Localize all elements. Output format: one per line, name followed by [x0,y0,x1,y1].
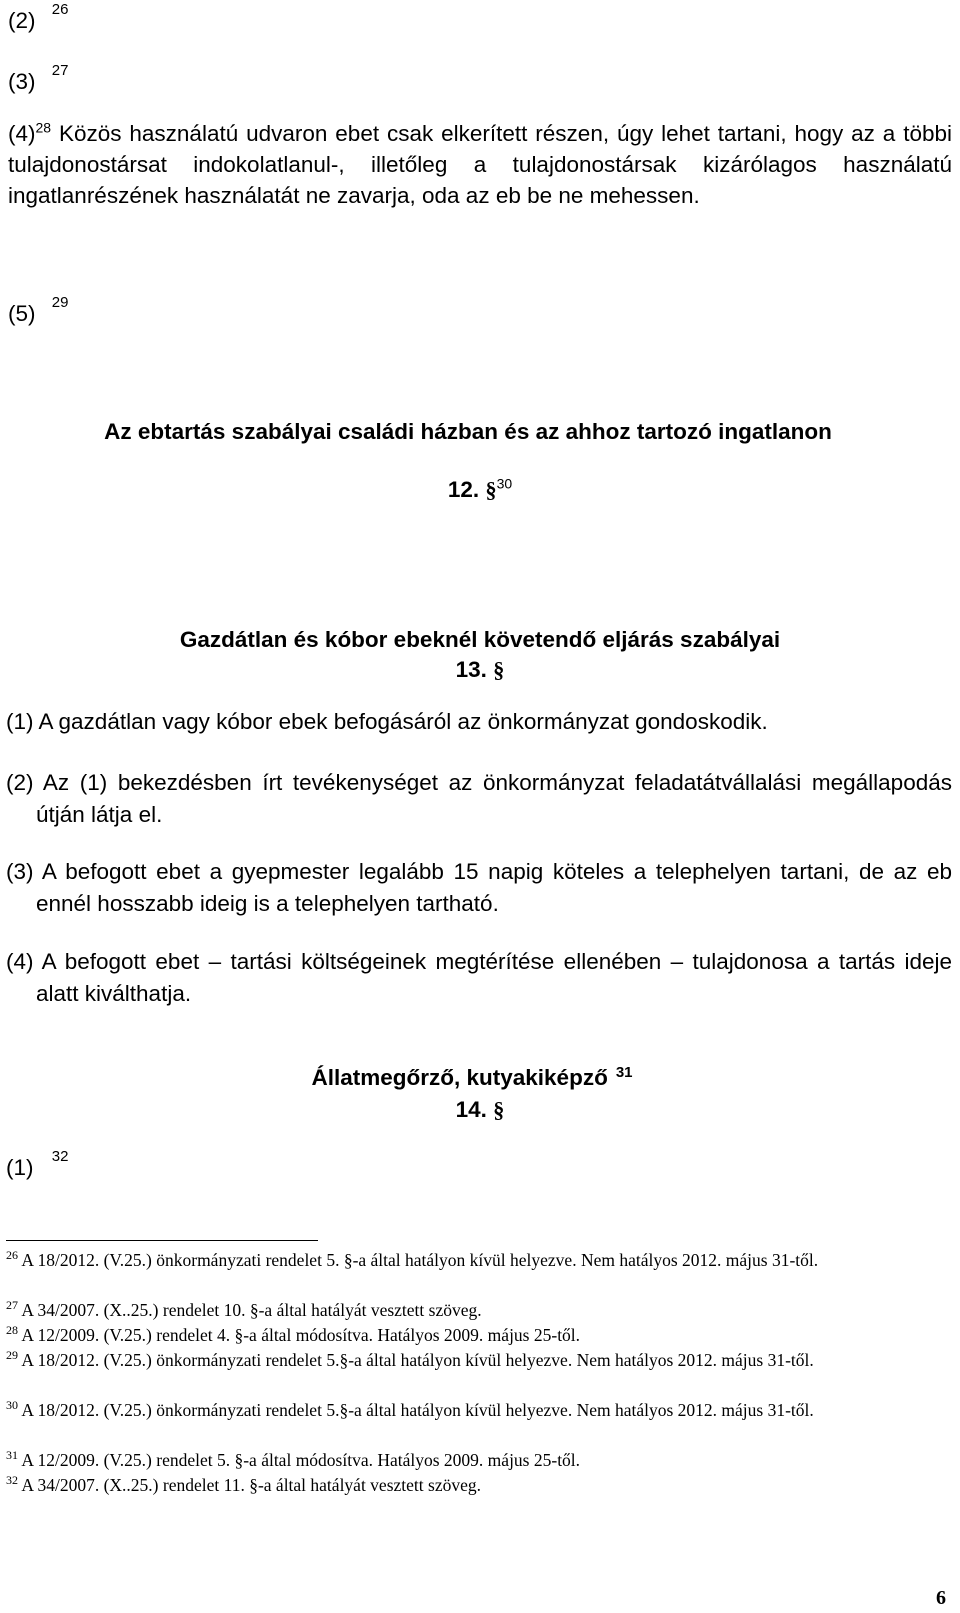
section-14-number [0,1094,960,1126]
footnote-28 [6,1323,953,1348]
footnote-ref: 30 [496,475,513,492]
section-14-item-1 [6,1148,69,1184]
footnote-ref: 29 [51,294,69,311]
item-number: (1) [6,1155,34,1180]
footnote-number: 32 [6,1473,18,1488]
footnote-number: 28 [6,1323,18,1338]
paragraph-text: Közös használatú udvaron ebet csak elkerített részen, úgy lehet tartani, hogy az a többi tulajdonostársat indokolatlanul-, illetőleg a tulajdonostársak kizárólagos használatú ingatlanrészének használatát ne zavarja, oda az eb be ne mehessen. [8,121,952,208]
footnote-32 [6,1473,953,1498]
item-number: (3) [8,69,36,94]
footnote-number: 29 [6,1348,18,1363]
section-14-heading [0,1062,952,1094]
footnote-number: 30 [6,1398,18,1413]
footnote-separator [6,1240,318,1241]
item-number: (5) [8,301,36,326]
footnote-text: A 34/2007. (X..25.) rendelet 11. §-a által hatályát vesztett szöveg. [21,1475,481,1495]
footnote-text: A 18/2012. (V.25.) önkormányzati rendelet 5. §-a által hatályon kívül helyezve. Nem hatályos 2012. május 31-től. [21,1250,819,1270]
footnote-number: 31 [6,1448,18,1463]
section-13-paragraph-3 [6,856,952,920]
footnote-number: 26 [6,1248,18,1263]
heading-text: Állatmegőrző, kutyakiképző [311,1065,608,1090]
item-number: (4) [8,121,36,146]
section-number: 13. [455,657,487,682]
footnote-text: A 12/2009. (V.25.) rendelet 5. §-a által módosítva. Hatályos 2009. május 25-től. [21,1450,581,1470]
section-12-heading: Az ebtartás szabályai családi házban és az ahhoz tartozó ingatlanon [104,419,832,444]
footnote-31 [6,1448,953,1473]
footnote-text: A 12/2009. (V.25.) rendelet 4. §-a által módosítva. Hatályos 2009. május 25-től. [21,1325,581,1345]
footnote-text: A 18/2012. (V.25.) önkormányzati rendelet 5.§-a által hatályon kívül helyezve. Nem hatályos 2012. május 31-től. [21,1400,814,1420]
page-number: 6 [936,1587,946,1609]
footnote-text: A 34/2007. (X..25.) rendelet 10. §-a által hatályát vesztett szöveg. [21,1300,482,1320]
footnote-26 [6,1248,953,1273]
section-13-paragraph-1: (1) A gazdátlan vagy kóbor ebek befogásáról az önkormányzat gondoskodik. [6,709,768,734]
footnote-30 [6,1398,953,1423]
footnote-ref: 32 [51,1148,69,1165]
paragraph-text: (3) A befogott ebet a gyepmester legalább 15 napig köteles a telephelyen tartani, de az eb ennél hosszabb ideig is a telephelyen tartható. [6,859,952,916]
section-symbol: § [493,657,505,682]
footnote-ref: 26 [51,1,69,18]
item-number: (2) [8,8,36,33]
paragraph-text: (2) Az (1) bekezdésben írt tevékenységet az önkormányzat feladatátvállalási megállapodás útján látja el. [6,770,952,827]
footnote-27 [6,1298,953,1323]
section-number: 12. [447,477,480,502]
section-symbol: § [493,1097,505,1122]
footnote-text: A 18/2012. (V.25.) önkormányzati rendelet 5.§-a által hatályon kívül helyezve. Nem hatályos 2012. május 31-től. [21,1350,814,1370]
footnote-ref: 28 [35,119,52,136]
item-3 [8,62,69,98]
footnote-29 [6,1348,953,1373]
item-2 [8,1,69,37]
section-13-number [0,654,960,686]
section-13-heading: Gazdátlan és kóbor ebeknél követendő eljárás szabályai [179,627,781,652]
paragraph-text: (4) A befogott ebet – tartási költségeinek megtérítése ellenében – tulajdonosa a tartás ideje alatt kiválthatja. [6,949,952,1006]
section-number: 14. [455,1097,487,1122]
section-13-paragraph-4 [6,946,952,1010]
section-13-paragraph-2 [6,767,952,831]
footnote-number: 27 [6,1298,18,1313]
item-5 [8,294,69,330]
footnote-ref: 31 [615,1063,633,1081]
item-4 [8,118,952,211]
section-12-number [0,474,960,506]
footnote-ref: 27 [51,62,69,79]
section-symbol: § [485,477,497,502]
